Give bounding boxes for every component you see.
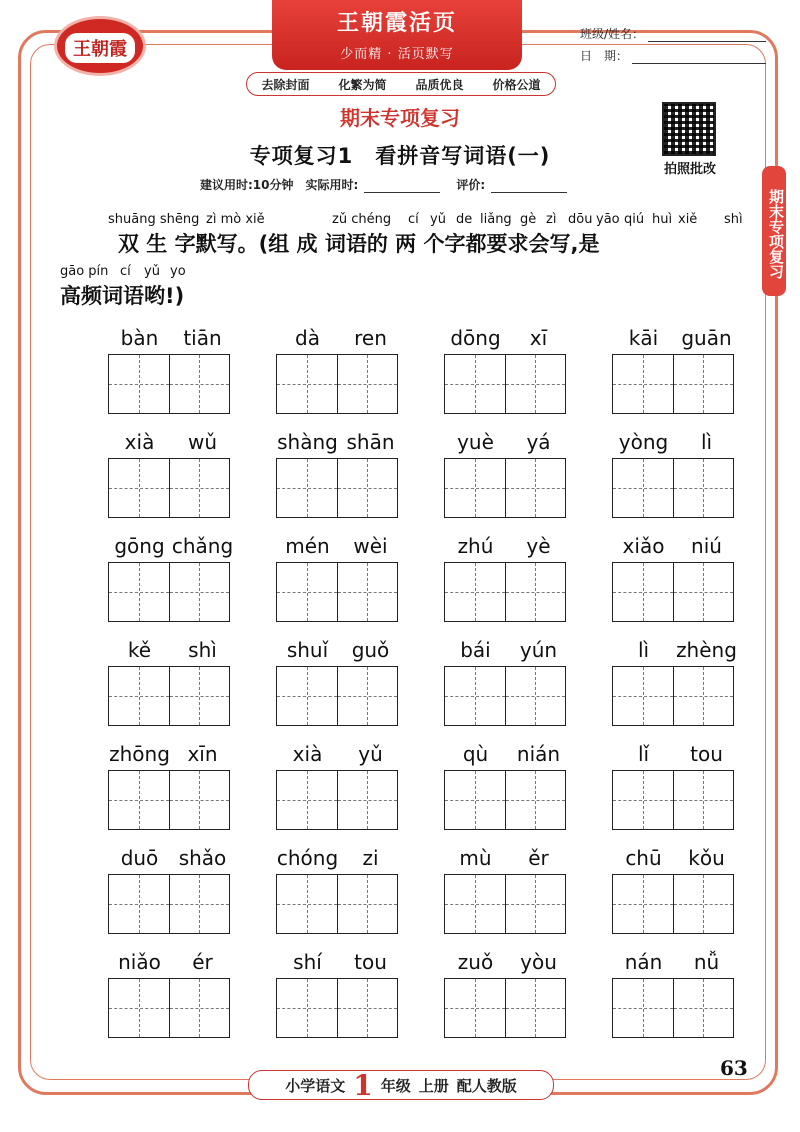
writing-box[interactable] bbox=[505, 563, 566, 621]
pinyin: zì mò xiě bbox=[206, 212, 265, 227]
writing-box[interactable] bbox=[337, 355, 398, 413]
pinyin-syllable: nǚ bbox=[693, 950, 720, 974]
section-title: 期末专项复习 bbox=[340, 106, 460, 130]
tianzige-boxes bbox=[276, 770, 398, 830]
logo-text: 王朝霞 bbox=[65, 33, 135, 63]
pinyin: shì bbox=[724, 212, 743, 227]
tianzige-boxes bbox=[108, 978, 230, 1038]
actual-time-field[interactable] bbox=[364, 180, 440, 193]
slogan-item: 去除封面 bbox=[261, 77, 310, 92]
footer-grade-label: 年级 bbox=[380, 1076, 411, 1095]
student-info bbox=[580, 20, 766, 70]
slogan-bar bbox=[246, 72, 556, 96]
pinyin-syllable: bái bbox=[460, 638, 491, 662]
tianzige-boxes bbox=[612, 978, 734, 1038]
word-pinyin bbox=[444, 534, 570, 562]
pinyin-syllable: shǎo bbox=[178, 846, 227, 870]
pinyin-syllable: zhèng bbox=[676, 638, 737, 662]
pinyin: liǎng bbox=[480, 212, 512, 227]
pinyin-syllable: xià bbox=[124, 430, 155, 454]
pinyin: zì bbox=[546, 212, 557, 227]
pinyin-syllable: duō bbox=[120, 846, 159, 870]
footer-volume: 上册 bbox=[418, 1076, 449, 1095]
qr-label: 拍照批改 bbox=[663, 162, 716, 177]
pinyin-syllable: wǔ bbox=[187, 430, 218, 454]
writing-box[interactable] bbox=[277, 355, 337, 413]
tianzige-boxes bbox=[444, 874, 566, 934]
slogan-item: 品质优良 bbox=[415, 77, 464, 92]
pinyin-syllable: shí bbox=[293, 950, 322, 974]
writing-box[interactable] bbox=[613, 667, 673, 725]
word-pinyin bbox=[612, 742, 738, 770]
word-pinyin bbox=[612, 430, 738, 458]
rating-label: 评价: bbox=[456, 178, 486, 192]
tianzige-boxes bbox=[276, 562, 398, 622]
instruction-text-2: 高频词语哟!) bbox=[60, 284, 185, 308]
writing-box[interactable] bbox=[109, 979, 169, 1037]
writing-box[interactable] bbox=[109, 875, 169, 933]
brand-banner bbox=[272, 0, 522, 70]
pinyin-syllable: yè bbox=[526, 534, 551, 558]
word-pinyin bbox=[108, 326, 234, 354]
tianzige-boxes bbox=[108, 770, 230, 830]
pinyin-syllable: shuǐ bbox=[286, 638, 329, 662]
pinyin: gāo pín bbox=[60, 264, 109, 279]
writing-box[interactable] bbox=[673, 771, 734, 829]
writing-box[interactable] bbox=[673, 979, 734, 1037]
writing-box[interactable] bbox=[613, 563, 673, 621]
writing-box[interactable] bbox=[673, 875, 734, 933]
pinyin: cí bbox=[120, 264, 131, 279]
pinyin-syllable: shān bbox=[346, 430, 395, 454]
writing-box[interactable] bbox=[445, 667, 505, 725]
writing-box[interactable] bbox=[337, 667, 398, 725]
writing-box[interactable] bbox=[337, 459, 398, 517]
brand-title: 王朝霞活页 bbox=[336, 10, 457, 36]
word-pinyin bbox=[276, 846, 402, 874]
writing-box[interactable] bbox=[673, 667, 734, 725]
writing-box[interactable] bbox=[169, 563, 230, 621]
pinyin: dōu bbox=[568, 212, 593, 227]
pinyin-syllable: dà bbox=[295, 326, 320, 350]
pinyin-syllable: qù bbox=[462, 742, 489, 766]
tianzige-boxes bbox=[276, 458, 398, 518]
writing-box[interactable] bbox=[169, 979, 230, 1037]
pinyin-syllable: kǒu bbox=[688, 846, 725, 870]
pinyin-syllable: niú bbox=[691, 534, 722, 558]
actual-time-label: 实际用时: bbox=[305, 178, 359, 192]
writing-box[interactable] bbox=[337, 875, 398, 933]
tianzige-boxes bbox=[612, 354, 734, 414]
pinyin-syllable: lì bbox=[637, 638, 650, 662]
writing-box[interactable] bbox=[445, 563, 505, 621]
page-number: 63 bbox=[720, 1056, 748, 1080]
word-pinyin bbox=[276, 742, 402, 770]
pinyin: xiě bbox=[678, 212, 698, 227]
writing-box[interactable] bbox=[277, 459, 337, 517]
pinyin: de bbox=[456, 212, 473, 227]
writing-box[interactable] bbox=[445, 355, 505, 413]
word-pinyin bbox=[612, 638, 738, 666]
pinyin-syllable: xiǎo bbox=[622, 534, 665, 558]
tianzige-boxes bbox=[444, 666, 566, 726]
word-pinyin bbox=[108, 742, 234, 770]
slogan-item: 价格公道 bbox=[492, 77, 541, 92]
pinyin-syllable: shì bbox=[188, 638, 217, 662]
writing-box[interactable] bbox=[613, 355, 673, 413]
pinyin-syllable: mù bbox=[459, 846, 492, 870]
word-pinyin bbox=[108, 950, 234, 978]
tianzige-boxes bbox=[612, 666, 734, 726]
writing-box[interactable] bbox=[505, 771, 566, 829]
writing-box[interactable] bbox=[109, 563, 169, 621]
pinyin-syllable: xīn bbox=[187, 742, 218, 766]
writing-box[interactable] bbox=[445, 875, 505, 933]
word-pinyin bbox=[444, 326, 570, 354]
writing-box[interactable] bbox=[109, 667, 169, 725]
pinyin: gè bbox=[520, 212, 537, 227]
word-pinyin bbox=[444, 950, 570, 978]
tianzige-boxes bbox=[276, 978, 398, 1038]
word-pinyin bbox=[612, 846, 738, 874]
pinyin-syllable: wèi bbox=[353, 534, 388, 558]
writing-box[interactable] bbox=[673, 459, 734, 517]
side-tab: 期末专项复习 bbox=[762, 166, 786, 296]
tianzige-boxes bbox=[108, 562, 230, 622]
writing-box[interactable] bbox=[337, 563, 398, 621]
writing-box[interactable] bbox=[109, 355, 169, 413]
pinyin-syllable: bàn bbox=[120, 326, 159, 350]
writing-box[interactable] bbox=[505, 355, 566, 413]
pinyin-syllable: guān bbox=[681, 326, 732, 350]
writing-box[interactable] bbox=[337, 979, 398, 1037]
word-pinyin bbox=[612, 534, 738, 562]
pinyin-syllable: chū bbox=[625, 846, 662, 870]
pinyin-syllable: tiān bbox=[183, 326, 222, 350]
footer-subject: 小学语文 bbox=[285, 1076, 346, 1095]
word-pinyin bbox=[108, 846, 234, 874]
pinyin-syllable: niǎo bbox=[118, 950, 161, 974]
writing-box[interactable] bbox=[673, 355, 734, 413]
class-name-field[interactable] bbox=[648, 27, 766, 42]
tianzige-boxes bbox=[108, 874, 230, 934]
pinyin-syllable: yuè bbox=[457, 430, 494, 454]
date-label: 日 期： bbox=[580, 49, 629, 63]
pinyin: yo bbox=[170, 264, 186, 279]
footer-edition: 配人教版 bbox=[456, 1076, 517, 1095]
brand-subtitle: 少而精 · 活页默写 bbox=[340, 47, 454, 62]
word-pinyin bbox=[444, 430, 570, 458]
pinyin-syllable: ren bbox=[354, 326, 387, 350]
word-pinyin bbox=[276, 950, 402, 978]
word-pinyin bbox=[276, 638, 402, 666]
pinyin-syllable: gōng bbox=[114, 534, 165, 558]
tianzige-boxes bbox=[108, 666, 230, 726]
pinyin-syllable: ér bbox=[192, 950, 213, 974]
tianzige-boxes bbox=[276, 354, 398, 414]
writing-box[interactable] bbox=[337, 771, 398, 829]
tianzige-boxes bbox=[612, 874, 734, 934]
writing-box[interactable] bbox=[613, 771, 673, 829]
date-field[interactable] bbox=[632, 49, 766, 64]
writing-box[interactable] bbox=[169, 875, 230, 933]
writing-box[interactable] bbox=[505, 875, 566, 933]
pinyin: huì bbox=[652, 212, 673, 227]
writing-box[interactable] bbox=[169, 667, 230, 725]
writing-box[interactable] bbox=[277, 771, 337, 829]
pinyin: yǔ bbox=[430, 212, 446, 227]
writing-box[interactable] bbox=[505, 667, 566, 725]
pinyin-syllable: tou bbox=[354, 950, 387, 974]
writing-box[interactable] bbox=[109, 771, 169, 829]
writing-box[interactable] bbox=[277, 979, 337, 1037]
tianzige-boxes bbox=[612, 562, 734, 622]
footer-grade-number: 1 bbox=[353, 1068, 373, 1102]
pinyin-syllable: chóng bbox=[276, 846, 339, 870]
pinyin: yāo bbox=[596, 212, 620, 227]
footer-bar bbox=[248, 1070, 554, 1100]
pinyin-syllable: ěr bbox=[528, 846, 549, 870]
writing-box[interactable] bbox=[673, 563, 734, 621]
pinyin-syllable: zuǒ bbox=[457, 950, 494, 974]
word-pinyin bbox=[108, 534, 234, 562]
pinyin-syllable: zi bbox=[362, 846, 379, 870]
tianzige-boxes bbox=[612, 770, 734, 830]
pinyin-syllable: guǒ bbox=[351, 638, 390, 662]
tianzige-boxes bbox=[444, 562, 566, 622]
writing-box[interactable] bbox=[613, 459, 673, 517]
writing-box[interactable] bbox=[445, 771, 505, 829]
pinyin-syllable: shàng bbox=[277, 430, 338, 454]
class-name-label: 班级/姓名： bbox=[580, 27, 645, 41]
pinyin-syllable: xī bbox=[529, 326, 548, 350]
pinyin-syllable: lǐ bbox=[637, 742, 650, 766]
pinyin: yǔ bbox=[144, 264, 160, 279]
writing-box[interactable] bbox=[445, 979, 505, 1037]
writing-box[interactable] bbox=[505, 459, 566, 517]
pinyin-syllable: kāi bbox=[628, 326, 659, 350]
pinyin-syllable: yún bbox=[519, 638, 558, 662]
word-pinyin bbox=[444, 638, 570, 666]
writing-box[interactable] bbox=[277, 875, 337, 933]
pinyin-syllable: kě bbox=[127, 638, 152, 662]
rating-field[interactable] bbox=[491, 180, 567, 193]
tianzige-boxes bbox=[612, 458, 734, 518]
pinyin-syllable: mén bbox=[285, 534, 330, 558]
writing-box[interactable] bbox=[613, 875, 673, 933]
pinyin-syllable: nán bbox=[624, 950, 663, 974]
word-pinyin bbox=[276, 534, 402, 562]
suggested-time: 建议用时:10分钟 bbox=[200, 178, 294, 192]
writing-box[interactable] bbox=[169, 355, 230, 413]
time-row bbox=[200, 176, 573, 193]
word-pinyin bbox=[444, 742, 570, 770]
pinyin: shuāng shēng bbox=[108, 212, 200, 227]
brand-logo bbox=[54, 16, 146, 76]
instruction bbox=[60, 212, 760, 310]
tianzige-boxes bbox=[444, 458, 566, 518]
tianzige-boxes bbox=[444, 354, 566, 414]
writing-box[interactable] bbox=[169, 771, 230, 829]
word-pinyin bbox=[276, 326, 402, 354]
pinyin-syllable: tou bbox=[690, 742, 723, 766]
tianzige-boxes bbox=[276, 874, 398, 934]
page-title: 专项复习1 看拼音写词语(一) bbox=[249, 144, 551, 168]
slogan-item: 化繁为简 bbox=[338, 77, 387, 92]
word-pinyin bbox=[612, 950, 738, 978]
pinyin-syllable: yá bbox=[526, 430, 551, 454]
tianzige-boxes bbox=[108, 458, 230, 518]
writing-box[interactable] bbox=[109, 459, 169, 517]
pinyin: cí bbox=[408, 212, 419, 227]
writing-box[interactable] bbox=[277, 667, 337, 725]
pinyin-syllable: zhú bbox=[457, 534, 494, 558]
pinyin: zǔ chéng bbox=[332, 212, 392, 227]
writing-box[interactable] bbox=[505, 979, 566, 1037]
instruction-text: 双 生 字默写。(组 成 词语的 两 个字都要求会写,是 bbox=[118, 232, 600, 256]
tianzige-boxes bbox=[276, 666, 398, 726]
word-pinyin bbox=[108, 430, 234, 458]
pinyin-syllable: chǎng bbox=[171, 534, 234, 558]
pinyin-syllable: yòu bbox=[520, 950, 557, 974]
tianzige-boxes bbox=[108, 354, 230, 414]
pinyin-syllable: yǔ bbox=[358, 742, 383, 766]
qr-code-icon[interactable] bbox=[662, 102, 716, 156]
tianzige-boxes bbox=[444, 978, 566, 1038]
pinyin-syllable: zhōng bbox=[109, 742, 170, 766]
instruction-pinyin bbox=[60, 212, 760, 228]
writing-box[interactable] bbox=[445, 459, 505, 517]
pinyin-syllable: yòng bbox=[618, 430, 669, 454]
pinyin-syllable: lì bbox=[700, 430, 713, 454]
pinyin: qiú bbox=[624, 212, 645, 227]
word-pinyin bbox=[444, 846, 570, 874]
word-pinyin bbox=[108, 638, 234, 666]
word-pinyin bbox=[612, 326, 738, 354]
tianzige-boxes bbox=[444, 770, 566, 830]
writing-box[interactable] bbox=[277, 563, 337, 621]
instruction-pinyin-2 bbox=[60, 264, 760, 280]
pinyin-syllable: xià bbox=[292, 742, 323, 766]
writing-box[interactable] bbox=[613, 979, 673, 1037]
pinyin-syllable: dōng bbox=[450, 326, 501, 350]
pinyin-syllable: nián bbox=[516, 742, 561, 766]
writing-box[interactable] bbox=[169, 459, 230, 517]
word-pinyin bbox=[276, 430, 402, 458]
